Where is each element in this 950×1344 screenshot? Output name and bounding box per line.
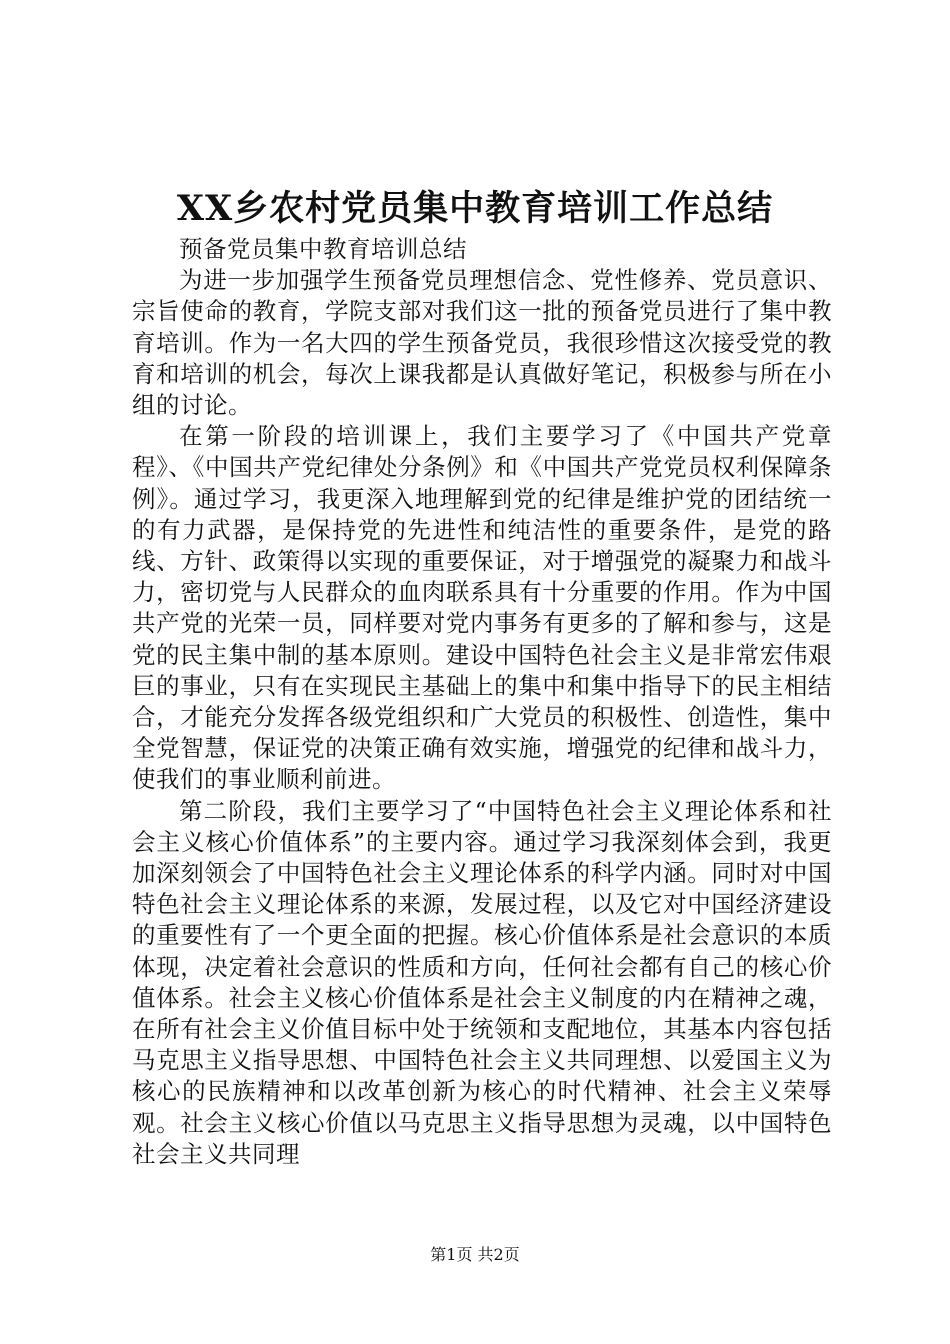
document-body — [132, 234, 832, 1170]
paragraph-stage-one: 在第一阶段的培训课上，我们主要学习了《中国共产党章程》、《中国共产党纪律处分条例》和《中国共产党党员权利保障条例》。通过学习，我更深入地理解到党的纪律是维护党的团结统一的有力武器，是保持党的先进性和纯洁性的重要条件，是党的路线、方针、政策得以实现的重要保证，对于增强党的凝聚力和战斗力，密切党与人民群众的血肉联系具有十分重要的作用。作为中国共产党的光荣一员，同样要对党内事务有更多的了解和参与，这是党的民主集中制的基本原则。建设中国特色社会主义是非常宏伟艰巨的事业，只有在实现民主基础上的集中和集中指导下的民主相结合，才能充分发挥各级党组织和广大党员的积极性、创造性，集中全党智慧，保证党的决策正确有效实施，增强党的纪律和战斗力，使我们的事业顺利前进。 — [132, 422, 832, 794]
document-title: XX乡农村党员集中教育培训工作总结 — [176, 188, 774, 229]
paragraph-intro: 为进一步加强学生预备党员理想信念、党性修养、党员意识、宗旨使命的教育，学院支部对我们这一批的预备党员进行了集中教育培训。作为一名大四的学生预备党员，我很珍惜这次接受党的教育和培训的机会，每次上课我都是认真做好笔记，积极参与所在小组的讨论。 — [132, 266, 832, 420]
page-number: 第1页 共2页 — [430, 1245, 520, 1264]
paragraph-subtitle: 预备党员集中教育培训总结 — [179, 235, 467, 263]
paragraph-stage-two: 第二阶段，我们主要学习了“中国特色社会主义理论体系和社会主义核心价值体系”的主要内容。通过学习我深刻体会到，我更加深刻领会了中国特色社会主义理论体系的科学内涵。同时对中国特色社会主义理论体系的来源，发展过程，以及它对中国经济建设的重要性有了一个更全面的把握。核心价值体系是社会意识的本质体现，决定着社会意识的性质和方向，任何社会都有自己的核心价值体系。社会主义核心价值体系是社会主义制度的内在精神之魂，在所有社会主义价值目标中处于统领和支配地位，其基本内容包括马克思主义指导思想、中国特色社会主义共同理想、以爱国主义为核心的民族精神和以改革创新为核心的时代精神、社会主义荣辱观。社会主义核心价值以马克思主义指导思想为灵魂，以中国特色社会主义共同理 — [132, 796, 832, 1168]
